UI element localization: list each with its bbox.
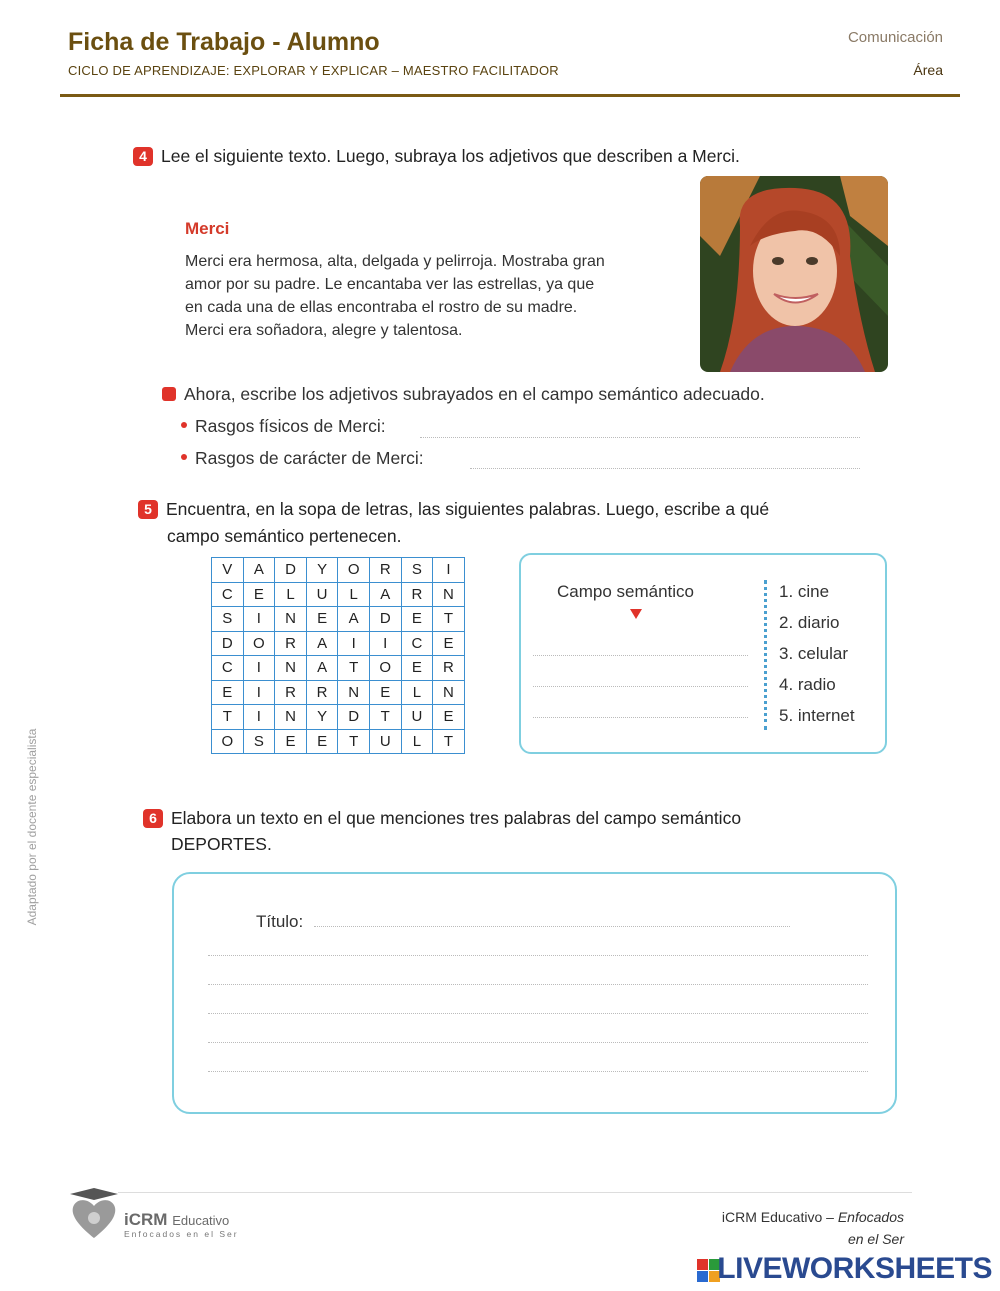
- grid-cell[interactable]: E: [306, 729, 338, 754]
- liveworksheets-wordmark[interactable]: LIVEWORKSHEETS: [717, 1252, 992, 1285]
- grid-cell[interactable]: T: [369, 705, 401, 730]
- grid-cell[interactable]: Y: [306, 558, 338, 583]
- grid-cell[interactable]: U: [369, 729, 401, 754]
- worksheet-title: Ficha de Trabajo - Alumno: [68, 28, 380, 56]
- grid-cell[interactable]: I: [243, 607, 275, 632]
- ex4-instruction-row: [133, 146, 740, 167]
- ex5-instruction-1: Encuentra, en la sopa de letras, las siguientes palabras. Luego, escribe a qué: [166, 499, 770, 519]
- grid-cell[interactable]: I: [243, 656, 275, 681]
- grid-cell[interactable]: O: [338, 558, 370, 583]
- campo-answer-field[interactable]: [533, 654, 748, 656]
- grid-cell[interactable]: O: [243, 631, 275, 656]
- ex4-number-badge: 4: [133, 147, 153, 166]
- grid-cell[interactable]: U: [401, 705, 433, 730]
- grid-cell[interactable]: E: [401, 607, 433, 632]
- bullet-dot-icon: [181, 422, 187, 428]
- grid-row: [212, 631, 465, 656]
- word-list-item: 2. diario: [779, 613, 840, 632]
- merci-text-line[interactable]: en cada una de ellas encontraba el rostro de su madre.: [185, 299, 578, 316]
- footer-credit: [722, 1206, 904, 1250]
- grid-cell[interactable]: A: [338, 607, 370, 632]
- bullet-physical: [181, 416, 386, 437]
- grid-cell[interactable]: C: [401, 631, 433, 656]
- campo-answer-field[interactable]: [533, 685, 748, 687]
- grid-row: [212, 656, 465, 681]
- grid-cell[interactable]: R: [275, 631, 307, 656]
- merci-title: Merci: [185, 219, 230, 238]
- grid-cell[interactable]: E: [243, 582, 275, 607]
- campo-semantico-label: Campo semántico: [557, 582, 695, 601]
- grid-cell[interactable]: N: [338, 680, 370, 705]
- grid-cell[interactable]: D: [275, 558, 307, 583]
- footer-divider: [118, 1192, 912, 1193]
- grid-cell[interactable]: S: [212, 607, 244, 632]
- bullet-character: [181, 448, 424, 469]
- grid-cell[interactable]: S: [243, 729, 275, 754]
- ex6-number-badge: 6: [143, 809, 163, 828]
- grid-cell[interactable]: N: [275, 705, 307, 730]
- bullet-character-label: Rasgos de carácter de Merci:: [195, 448, 424, 468]
- writing-line[interactable]: [208, 1070, 868, 1072]
- ex6-instruction-2: DEPORTES.: [171, 834, 272, 854]
- ex4-sub-instruction-row: [162, 384, 765, 405]
- grid-cell[interactable]: A: [306, 631, 338, 656]
- grid-cell[interactable]: E: [306, 607, 338, 632]
- bullet-dot-icon: [181, 454, 187, 460]
- grid-row: [212, 582, 465, 607]
- grid-cell[interactable]: V: [212, 558, 244, 583]
- merci-text-line[interactable]: Merci era soñadora, alegre y talentosa.: [185, 322, 463, 339]
- grid-cell[interactable]: T: [338, 729, 370, 754]
- grid-cell[interactable]: A: [243, 558, 275, 583]
- icrm-brand: [124, 1210, 229, 1230]
- grid-cell[interactable]: O: [212, 729, 244, 754]
- icrm-brand-name: iCRM: [124, 1210, 168, 1229]
- footer-credit-italic: Enfocados: [837, 1209, 904, 1225]
- writing-box: [172, 872, 897, 1114]
- grid-cell[interactable]: C: [212, 582, 244, 607]
- grid-cell[interactable]: R: [401, 582, 433, 607]
- grid-cell[interactable]: I: [243, 705, 275, 730]
- grid-cell[interactable]: E: [433, 705, 465, 730]
- word-list-item: 1. cine: [779, 582, 830, 601]
- grid-cell[interactable]: U: [306, 582, 338, 607]
- grid-cell[interactable]: D: [369, 607, 401, 632]
- area-label: Área: [913, 62, 943, 78]
- grid-cell[interactable]: D: [212, 631, 244, 656]
- character-answer-field[interactable]: [470, 467, 860, 469]
- worksheet-subtitle: CICLO DE APRENDIZAJE: EXPLORAR Y EXPLICAR – MAESTRO FACILITADOR: [68, 63, 559, 78]
- grid-row: [212, 607, 465, 632]
- grid-cell[interactable]: O: [369, 656, 401, 681]
- grid-cell[interactable]: L: [401, 680, 433, 705]
- ex4-sub-instruction: Ahora, escribe los adjetivos subrayados en el campo semántico adecuado.: [184, 384, 765, 404]
- word-list-item: 3. celular: [779, 644, 848, 663]
- grid-cell[interactable]: N: [275, 607, 307, 632]
- grid-cell[interactable]: N: [275, 656, 307, 681]
- word-list-item: 5. internet: [779, 706, 855, 725]
- bullet-physical-label: Rasgos físicos de Merci:: [195, 416, 386, 436]
- writing-line[interactable]: [208, 1012, 868, 1014]
- writing-line[interactable]: [208, 983, 868, 985]
- grid-cell[interactable]: I: [433, 558, 465, 583]
- word-search-grid: [211, 557, 465, 754]
- square-bullet-icon: [162, 387, 176, 401]
- grid-cell[interactable]: E: [433, 631, 465, 656]
- grid-row: [212, 705, 465, 730]
- icrm-logo-icon: [64, 1188, 120, 1249]
- grid-cell[interactable]: T: [338, 656, 370, 681]
- grid-cell[interactable]: D: [338, 705, 370, 730]
- ex5-number-badge: 5: [138, 500, 158, 519]
- icrm-tagline: Enfocados en el Ser: [124, 1229, 239, 1239]
- writing-line[interactable]: [208, 1041, 868, 1043]
- grid-cell[interactable]: A: [369, 582, 401, 607]
- word-list-item: 4. radio: [779, 675, 836, 694]
- titulo-input[interactable]: [314, 925, 790, 927]
- grid-cell[interactable]: L: [338, 582, 370, 607]
- physical-answer-field[interactable]: [420, 436, 860, 438]
- ex6-instruction-1: Elabora un texto en el que menciones tres palabras del campo semántico: [171, 808, 742, 828]
- grid-cell[interactable]: E: [401, 656, 433, 681]
- ex5-instruction-2: campo semántico pertenecen.: [167, 526, 402, 546]
- grid-cell[interactable]: Y: [306, 705, 338, 730]
- grid-cell[interactable]: S: [401, 558, 433, 583]
- grid-cell[interactable]: N: [433, 582, 465, 607]
- grid-row: [212, 680, 465, 705]
- ex5-instruction-row: [138, 499, 769, 520]
- grid-cell[interactable]: I: [369, 631, 401, 656]
- grid-cell[interactable]: C: [212, 656, 244, 681]
- grid-cell[interactable]: R: [275, 680, 307, 705]
- icrm-brand-suffix: Educativo: [172, 1213, 230, 1228]
- triangle-down-icon: [630, 609, 642, 619]
- grid-cell[interactable]: L: [401, 729, 433, 754]
- ex4-instruction: Lee el siguiente texto. Luego, subraya los adjetivos que describen a Merci.: [161, 146, 740, 166]
- merci-text: [185, 250, 685, 342]
- merci-photo: [700, 176, 888, 372]
- campo-divider: [764, 580, 767, 730]
- ex6-instruction-row: [143, 808, 741, 829]
- grid-cell[interactable]: T: [212, 705, 244, 730]
- grid-cell[interactable]: A: [306, 656, 338, 681]
- footer-credit-text: iCRM Educativo –: [721, 1209, 838, 1225]
- grid-cell[interactable]: E: [275, 729, 307, 754]
- merci-text-line[interactable]: Merci era hermosa, alta, delgada y pelirroja. Mostraba gran: [185, 253, 605, 270]
- grid-cell[interactable]: R: [433, 656, 465, 681]
- grid-cell[interactable]: I: [338, 631, 370, 656]
- header-divider: [60, 94, 960, 97]
- grid-cell[interactable]: E: [369, 680, 401, 705]
- grid-cell[interactable]: R: [369, 558, 401, 583]
- titulo-label: Título:: [256, 912, 304, 931]
- grid-row: [212, 729, 465, 754]
- subject-label: Comunicación: [847, 29, 943, 46]
- grid-cell[interactable]: T: [433, 729, 465, 754]
- grid-cell[interactable]: L: [275, 582, 307, 607]
- grid-cell[interactable]: T: [433, 607, 465, 632]
- grid-cell[interactable]: I: [243, 680, 275, 705]
- grid-row: [212, 558, 465, 583]
- grid-cell[interactable]: E: [212, 680, 244, 705]
- campo-answer-field[interactable]: [533, 716, 748, 718]
- merci-text-line[interactable]: amor por su padre. Le encantaba ver las estrellas, ya que: [185, 276, 595, 293]
- grid-cell[interactable]: N: [433, 680, 465, 705]
- footer-credit-italic-2: en el Ser: [847, 1231, 904, 1247]
- side-note: Adaptado por el docente especialista: [25, 728, 39, 926]
- writing-line[interactable]: [208, 954, 868, 956]
- merci-photo-illustration: [700, 176, 888, 372]
- grid-cell[interactable]: R: [306, 680, 338, 705]
